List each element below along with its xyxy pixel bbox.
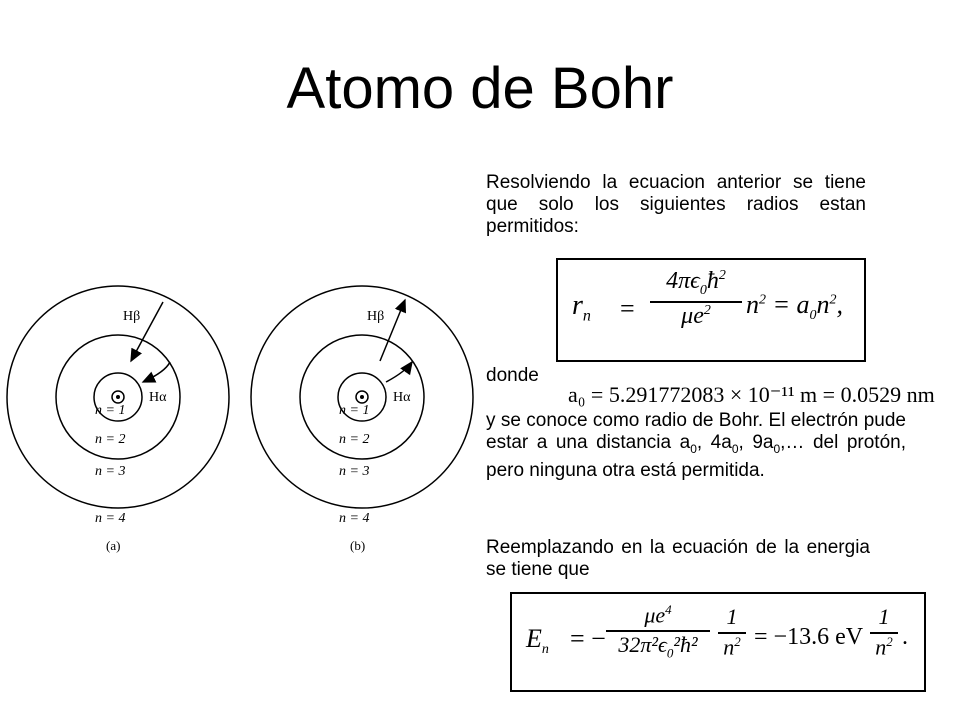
energy-equation-box: $E_n$ = − $\mu e^4$ $32\pi^2\epsilon_0^2ħ^2$ 1 $n^2$ = −13.6 eV 1 $n^2$ . [510,592,926,692]
slide-title: Atomo de Bohr [286,56,674,121]
panel-a-hbeta-label: Hβ [123,309,141,324]
intro-paragraph: Resolviendo la ecuacion anterior se tiene que solo los siguientes radios estan permitidos: [486,172,866,237]
panel-a-n2-label: n = 2 [95,432,126,447]
panel-b [251,286,473,553]
radius-eq-lhs: $r_n$ [572,290,591,325]
energy-eq-fraction: $\mu e^4$ $32\pi^2\epsilon_0^2ħ^2$ [606,602,710,662]
panel-a-n4-label: n = 4 [95,511,126,526]
panel-b-halpha-label: Hα [393,390,411,405]
panel-b-n1-label: n = 1 [339,403,370,418]
bohr-radius-paragraph: y se conoce como radio de Bohr. El electrón pude estar a una distancia $a_0$, $4a_0$, $9a_0,\dots$ del protón, pero ninguna otra está permitida. [486,410,906,481]
panel-b-n4-label: n = 4 [339,511,370,526]
panel-a-n3-label: n = 3 [95,464,126,479]
panel-a-caption: (a) [106,538,121,553]
panel-b-hbeta-label: Hβ [367,309,385,324]
panel-a-n1-label: n = 1 [95,403,126,418]
radius-eq-fraction: $4\pi\epsilon_0ħ^2$ $\mu e^2$ [650,268,742,330]
panel-a [7,286,229,553]
bohr-radius-equation: a₀ = 5.291772083 × 10⁻¹¹ m = 0.0529 nm [568,382,935,407]
bohr-orbits-diagram [0,280,480,570]
energy-intro-paragraph: Reemplazando en la ecuación de la energia se tiene que [486,537,870,580]
panel-b-n3-label: n = 3 [339,464,370,479]
radius-equation-box: $r_n$ = $4\pi\epsilon_0ħ^2$ $\mu e^2$ $n^2 = a_0n^2$, [556,258,866,362]
donde-label: donde [486,365,539,386]
panel-b-n2-label: n = 2 [339,432,370,447]
panel-a-halpha-label: Hα [149,390,167,405]
panel-b-caption: (b) [350,538,366,553]
radius-eq-rhs: $n^2 = a_0n^2$, [746,290,844,324]
